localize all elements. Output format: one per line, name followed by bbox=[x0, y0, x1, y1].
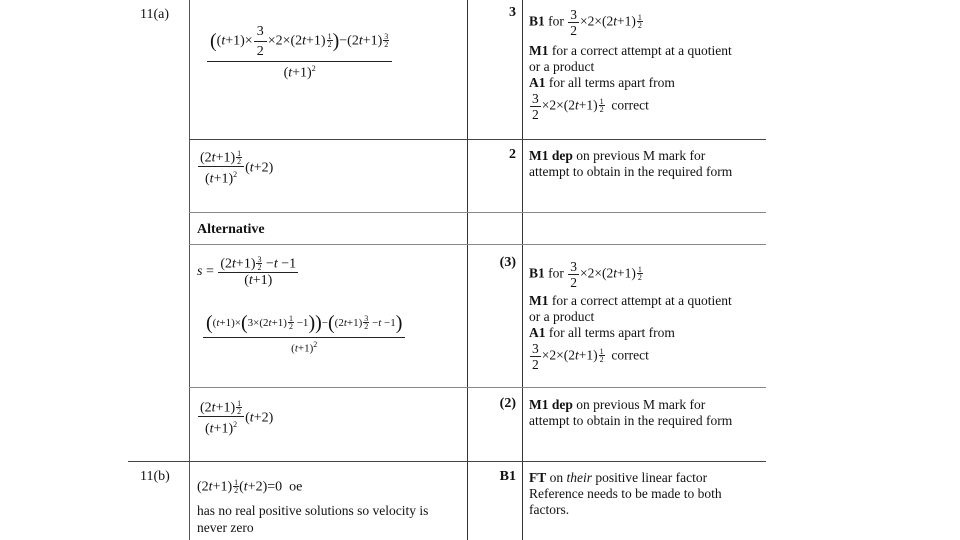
m1-text-1: for a correct attempt at a quotient bbox=[551, 293, 732, 308]
row2-answer-expression: (2t+1) $\frac{1}{2}$ $(t+1)^2$ (t+2) bbox=[200, 149, 274, 187]
ref-text-1: Reference needs to be made to both bbox=[529, 486, 722, 501]
row-divider-3 bbox=[189, 244, 766, 245]
correct-text: correct bbox=[611, 347, 649, 363]
row1-b1-line: B1 for $\frac{3}{2}$ ×2×(2t+1) $\frac{1}{2}$ bbox=[529, 7, 642, 38]
row6-answer-equation: (2t+1) $\frac{1}{2}$ (t+2)=0 oe bbox=[197, 478, 303, 495]
ft-rest: positive linear factor bbox=[595, 470, 708, 485]
ft-code: FT bbox=[529, 470, 547, 485]
row1-m1-line bbox=[529, 43, 764, 59]
for-text: for bbox=[548, 265, 564, 281]
row1-a1-line bbox=[529, 75, 764, 91]
row-divider-1 bbox=[189, 139, 766, 140]
row4-mark: (3) bbox=[499, 255, 516, 270]
ft-on: on bbox=[549, 470, 564, 485]
a1-text: for all terms apart from bbox=[548, 325, 675, 340]
marks-column-left-border bbox=[467, 0, 468, 540]
row4-answer-line2: ((t+1)×(3×(2t+1) $\frac{1}{2}$ −1))−((2t+1) $\frac{3}{2}$ −t −1) $(t+1)^2$ bbox=[203, 312, 405, 355]
row1-guidance bbox=[529, 7, 764, 122]
row4-guidance bbox=[529, 259, 764, 372]
row4-m1-line2: or a product bbox=[529, 309, 595, 324]
m1-code: M1 bbox=[529, 43, 549, 58]
row6-mark: B1 bbox=[499, 469, 516, 484]
row1-m1-line2: or a product bbox=[529, 59, 595, 74]
row2-guidance bbox=[529, 148, 764, 180]
row4-b1-line: B1 for $\frac{3}{2}$ ×2×(2t+1) $\frac{1}{2}$ bbox=[529, 259, 642, 290]
row1-mark: 3 bbox=[509, 5, 516, 20]
dep-text-1: on previous M mark for bbox=[576, 397, 706, 412]
b1-code: B1 bbox=[529, 265, 545, 281]
ref-text-2: factors. bbox=[529, 502, 570, 517]
ft-their: their bbox=[566, 470, 593, 485]
oe-text: oe bbox=[289, 479, 303, 495]
row4-a1-expr: $\frac{3}{2}$ ×2×(2t+1) $\frac{1}{2}$ correct bbox=[532, 341, 649, 372]
row1-answer-expression: ((t+1)× $\frac{3}{2}$ ×2×(2t+1) $\frac{1}{2}$ )−(2t+1) $\frac{3}{2}$ $(t+1)^2$ bbox=[207, 24, 392, 82]
a1-code: A1 bbox=[529, 75, 546, 90]
m1dep-code: M1 dep bbox=[529, 148, 573, 163]
row4-m1-line bbox=[529, 293, 764, 309]
guidance-column-left-border bbox=[522, 0, 523, 540]
row6-guidance bbox=[529, 470, 764, 518]
m1-code: M1 bbox=[529, 293, 549, 308]
m1dep-code: M1 dep bbox=[529, 397, 573, 412]
correct-text: correct bbox=[611, 97, 649, 113]
row6-answer-text bbox=[197, 502, 462, 536]
row4-a1-line bbox=[529, 325, 764, 341]
b-text-2: never zero bbox=[197, 520, 254, 535]
row5-guidance bbox=[529, 397, 764, 429]
row-divider-4 bbox=[189, 387, 766, 388]
b1-code: B1 bbox=[529, 13, 545, 29]
row-divider-5 bbox=[128, 461, 766, 462]
question-label-11b: 11(b) bbox=[140, 469, 170, 484]
dep-text-2: attempt to obtain in the required form bbox=[529, 164, 733, 179]
row5-mark: (2) bbox=[499, 396, 516, 411]
a1-text: for all terms apart from bbox=[548, 75, 675, 90]
m1-text-1: for a correct attempt at a quotient bbox=[551, 43, 732, 58]
question-label-11a: 11(a) bbox=[140, 7, 170, 22]
dep-text-1: on previous M mark for bbox=[576, 148, 706, 163]
dep-text-2: attempt to obtain in the required form bbox=[529, 413, 733, 428]
row-divider-2 bbox=[189, 212, 766, 213]
a1-code: A1 bbox=[529, 325, 546, 340]
alternative-heading: Alternative bbox=[197, 222, 265, 237]
row4-answer-line1: s = (2t+1) $\frac{3}{2}$ −t −1 (t+1) bbox=[197, 255, 297, 288]
row1-a1-expr: $\frac{3}{2}$ ×2×(2t+1) $\frac{1}{2}$ correct bbox=[532, 91, 649, 122]
answer-column-left-border bbox=[189, 0, 190, 540]
row2-mark: 2 bbox=[509, 147, 516, 162]
row5-answer-expression: (2t+1) $\frac{1}{2}$ $(t+1)^2$ (t+2) bbox=[200, 399, 274, 437]
for-text: for bbox=[548, 13, 564, 29]
b-text-1: has no real positive solutions so velocity is bbox=[197, 503, 429, 518]
